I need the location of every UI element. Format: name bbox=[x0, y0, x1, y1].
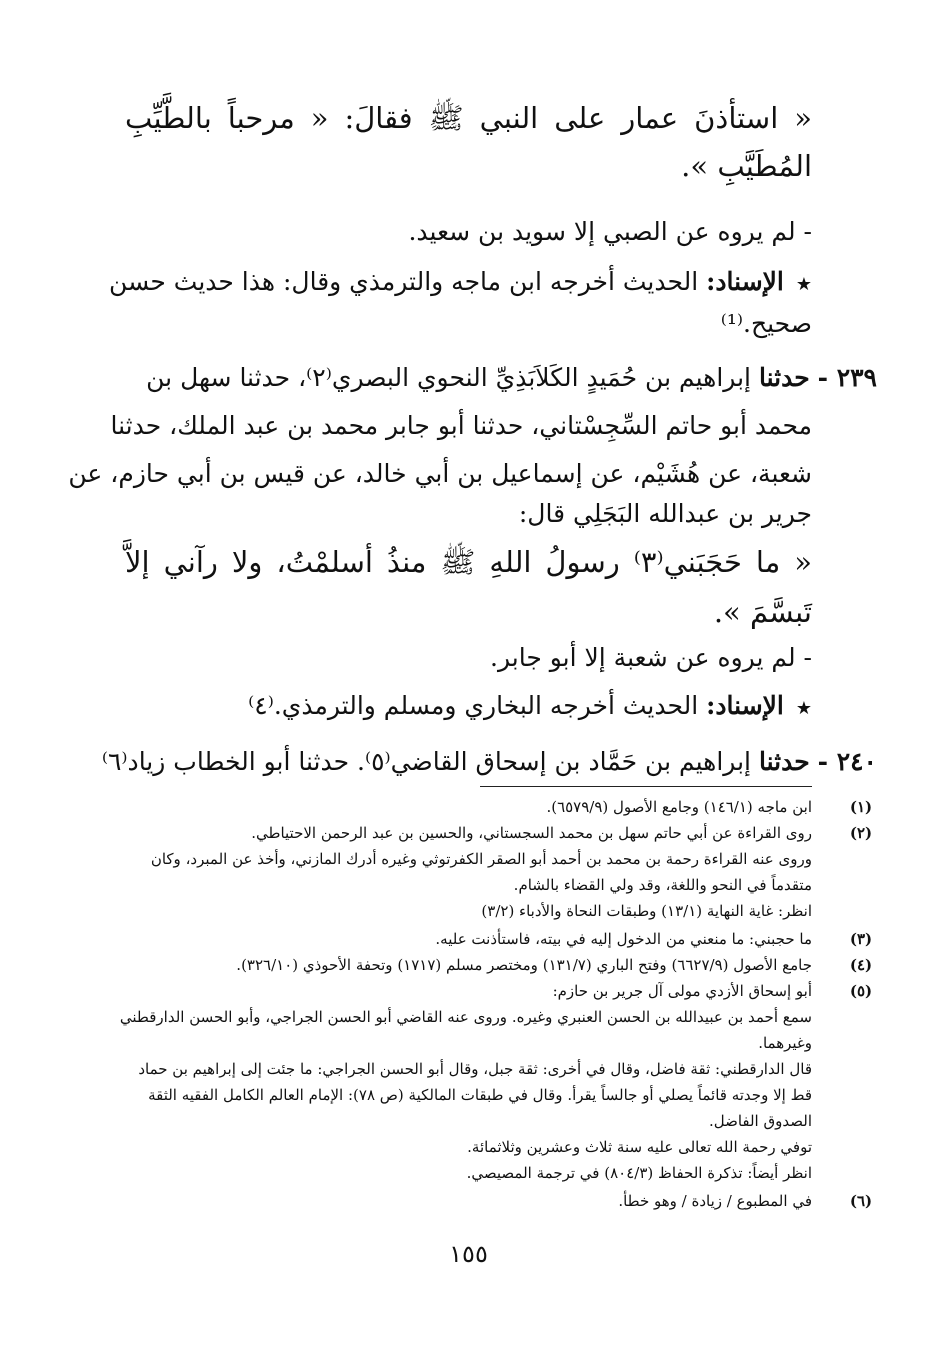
footnote-number: (٢) bbox=[849, 824, 873, 842]
hadith-text-line: « ما حَجَبَني⁽٣⁾ رسولُ اللهِ ﷺ منذُ أسلمْتُ، ولا رآني إلاَّ bbox=[125, 545, 812, 579]
star-icon: ★ bbox=[795, 274, 812, 295]
footnote-line: الصدوق الفاضل. bbox=[708, 1112, 812, 1130]
footnote-line: انظر أيضاً: تذكرة الحفاظ (٨٠٤/٣) في ترجمة المصيصي. bbox=[466, 1164, 812, 1182]
footnote-line: توفي رحمة الله تعالى عليه سنة ثلاث وعشرين وثلاثمائة. bbox=[467, 1138, 812, 1156]
isnad-paragraph bbox=[125, 688, 812, 727]
hadith-lead: حدثنا bbox=[758, 747, 810, 776]
star-icon: ★ bbox=[795, 698, 812, 719]
footnote-line: ما حجبني: ما منعني من الدخول إليه في بيته، فاستأذنت عليه. bbox=[435, 930, 812, 948]
page-number: ١٥٥ bbox=[449, 1240, 488, 1268]
footnote-line: انظر: غاية النهاية (١٣/١) وطبقات النحاة والأدباء (٣/٢) bbox=[481, 902, 812, 920]
hadith-240-first-line bbox=[101, 744, 877, 780]
isnad-text-line: صحيح.⁽¹⁾ bbox=[720, 309, 812, 338]
footnote-number: (١) bbox=[849, 798, 873, 816]
footnote-line: أبو إسحاق الأزدي مولى آل جرير بن حازم: bbox=[552, 982, 812, 1000]
chain-line: جرير بن عبدالله البَجَلِي قال: bbox=[518, 499, 812, 528]
isnad-label: الإسناد: bbox=[706, 691, 784, 720]
isnad-text: الحديث أخرجه ابن ماجه والترمذي وقال: هذا حديث حسن bbox=[109, 267, 699, 296]
narration-note: - لم يروه عن شعبة إلا أبو جابر. bbox=[490, 643, 812, 672]
hadith-239-first-line bbox=[125, 360, 877, 396]
hadith-number: ٢٣٩ - bbox=[817, 363, 877, 392]
chain-line: محمد أبو حاتم السِّجِسْتاني، حدثنا أبو جابر محمد بن عبد الملك، حدثنا bbox=[110, 411, 812, 440]
footnote-line: روى القراءة عن أبي حاتم سهل بن محمد السجستاني، والحسين بن عبد الرحمن الاحتياطي. bbox=[251, 824, 812, 842]
footnote-line: في المطبوع / زيادة / وهو خطأ. bbox=[618, 1192, 812, 1210]
isnad-text: الحديث أخرجه البخاري ومسلم والترمذي.⁽٤⁾ bbox=[248, 691, 699, 720]
narration-note: - لم يروه عن الصبي إلا سويد بن سعيد. bbox=[408, 217, 812, 246]
footnote-separator bbox=[480, 786, 812, 787]
footnote-line: وغيرهما. bbox=[758, 1034, 812, 1052]
chain-text: إبراهيم بن حُمَيدٍ الكَلاَبَذِيِّ النحوي البصري⁽٢⁾، حدثنا سهل بن bbox=[146, 363, 751, 392]
footnote-line: ابن ماجه (١٤٦/١) وجامع الأصول (٦٥٧٩/٩). bbox=[546, 798, 812, 816]
hadith-text-line: تَبسَّمَ ». bbox=[713, 595, 812, 629]
footnote-number: (٦) bbox=[849, 1192, 873, 1210]
footnote-line: جامع الأصول (٦٦٢٧/٩) وفتح الباري (١٣١/٧) ومختصر مسلم (١٧١٧) وتحفة الأحوذي (٣٢٦/١٠). bbox=[236, 956, 812, 974]
footnote-line: قال الدارقطني: ثقة فاضل، وقال في أخرى: ثقة جبل، وقال أبو الحسن الجراجي: ما جئت إلى إبراهيم بن حماد bbox=[138, 1060, 812, 1078]
hadith-number: ٢٤٠ - bbox=[817, 747, 877, 776]
chain-text: إبراهيم بن حَمَّاد بن إسحاق القاضي⁽٥⁾. حدثنا أبو الخطاب زياد⁽٦⁾ bbox=[101, 747, 751, 776]
hadith-text-line: « استأذنَ عمار على النبي ﷺ فقالَ: « مرحباً بالطَّيِّبِ bbox=[125, 101, 812, 135]
hadith-lead: حدثنا bbox=[758, 363, 810, 392]
footnote-line: سمع أحمد بن عبيدالله بن الحسن العنبري وغيره. وروى عنه القاضي أبو الحسن الجراجي، وأبو الحسن الدارقطني bbox=[119, 1008, 812, 1026]
chain-line: شعبة، عن هُشَيْم، عن إسماعيل بن أبي خالد، عن قيس بن أبي حازم، عن bbox=[68, 459, 812, 488]
hadith-text-line: المُطَيَّبِ ». bbox=[681, 149, 812, 183]
isnad-paragraph bbox=[109, 264, 812, 303]
footnote-number: (٣) bbox=[849, 930, 873, 948]
footnote-number: (٥) bbox=[849, 982, 873, 1000]
footnote-line: وروى عنه القراءة رحمة بن محمد بن أحمد أبو الصقر الكفرتوثي وغيره أدرك المازني، وأخذ عن المبرد، وكان bbox=[150, 850, 812, 868]
footnote-line: قط إلا وجدته قائماً يصلي أو جالساً يقرأ. وقال في طبقات المالكية (ص ٧٨): الإمام العالم الكامل الفقيه الثقة bbox=[148, 1086, 812, 1104]
isnad-label: الإسناد: bbox=[706, 267, 784, 296]
footnote-line: متقدماً في النحو واللغة، وقد ولي القضاء بالشام. bbox=[513, 876, 812, 894]
footnote-number: (٤) bbox=[849, 956, 873, 974]
